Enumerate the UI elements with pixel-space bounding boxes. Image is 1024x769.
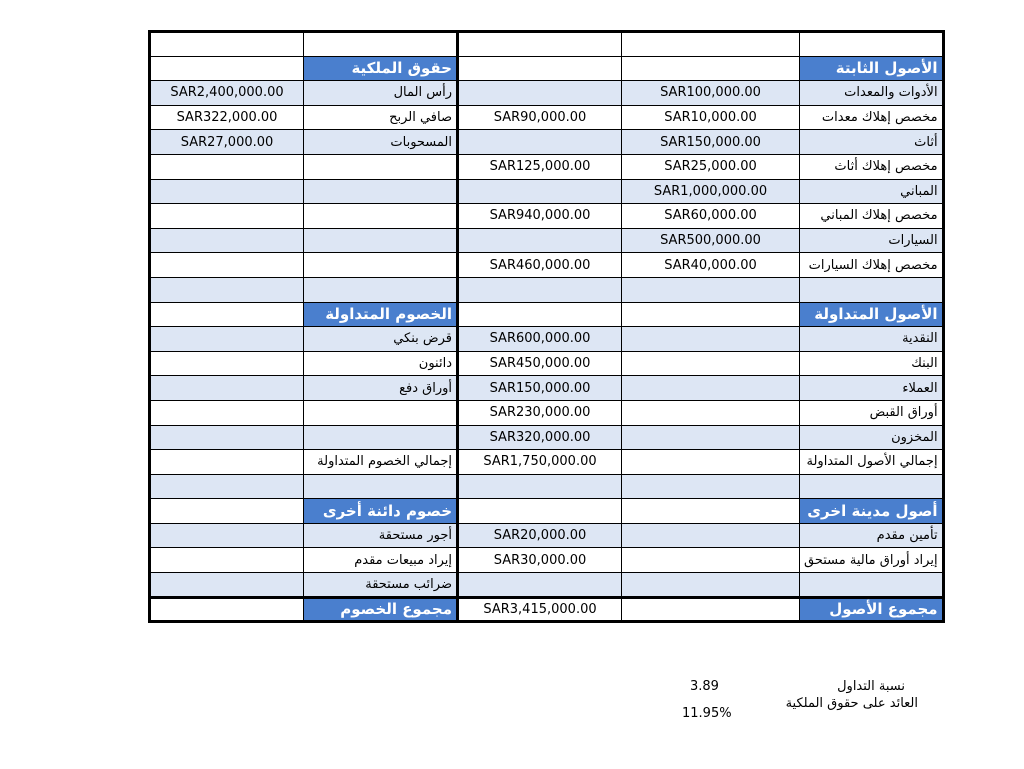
fixed-asset-label[interactable]: أثاث (800, 130, 944, 155)
table-row (150, 425, 944, 450)
fixed-asset-net[interactable]: SAR125,000.00 (458, 154, 622, 179)
current-liabilities-header[interactable]: الخصوم المتداولة (304, 302, 458, 327)
total-current-assets-label[interactable]: إجمالي الأصول المتداولة (800, 450, 944, 475)
current-asset-amount[interactable]: SAR600,000.00 (458, 327, 622, 352)
table-row (150, 179, 944, 204)
table-row (150, 105, 944, 130)
current-liability-label[interactable] (304, 425, 458, 450)
totals-row (150, 597, 944, 622)
table-row (150, 56, 944, 81)
fixed-asset-net[interactable]: SAR90,000.00 (458, 105, 622, 130)
total-current-assets-amount[interactable]: SAR1,750,000.00 (458, 450, 622, 475)
current-assets-header[interactable]: الأصول المتداولة (800, 302, 944, 327)
other-asset-amount[interactable]: SAR20,000.00 (458, 523, 622, 548)
current-asset-amount[interactable]: SAR230,000.00 (458, 400, 622, 425)
other-liability-label[interactable]: أجور مستحقة (304, 523, 458, 548)
fixed-asset-amount[interactable]: SAR1,000,000.00 (622, 179, 800, 204)
fixed-asset-net[interactable] (458, 179, 622, 204)
fixed-asset-amount[interactable]: SAR500,000.00 (622, 228, 800, 253)
fixed-asset-amount[interactable]: SAR25,000.00 (622, 154, 800, 179)
table-row (150, 253, 944, 278)
fixed-asset-amount[interactable]: SAR100,000.00 (622, 81, 800, 106)
other-liability-label[interactable]: إيراد مبيعات مقدم (304, 548, 458, 573)
current-asset-amount[interactable]: SAR450,000.00 (458, 351, 622, 376)
equity-header[interactable]: حقوق الملكية (304, 56, 458, 81)
current-ratio-value: 3.89 (690, 679, 719, 694)
table-row (150, 376, 944, 401)
table-row (150, 81, 944, 106)
fixed-asset-net[interactable] (458, 228, 622, 253)
current-asset-amount[interactable]: SAR150,000.00 (458, 376, 622, 401)
fixed-asset-amount[interactable]: SAR60,000.00 (622, 204, 800, 229)
roe-value: 11.95% (682, 706, 732, 721)
table-row (150, 154, 944, 179)
total-assets-header[interactable]: مجموع الأصول (800, 597, 944, 622)
current-asset-label[interactable]: العملاء (800, 376, 944, 401)
fixed-asset-label[interactable]: المباني (800, 179, 944, 204)
table-row (150, 548, 944, 573)
fixed-asset-label[interactable]: السيارات (800, 228, 944, 253)
other-asset-label[interactable]: تأمين مقدم (800, 523, 944, 548)
roe-label: العائد على حقوق الملكية (785, 696, 918, 711)
table-row (150, 228, 944, 253)
equity-amount[interactable]: SAR322,000.00 (150, 105, 304, 130)
table-row (150, 277, 944, 302)
equity-label[interactable]: صافي الربح (304, 105, 458, 130)
table-row (150, 204, 944, 229)
fixed-asset-amount[interactable]: SAR40,000.00 (622, 253, 800, 278)
fixed-asset-amount[interactable]: SAR10,000.00 (622, 105, 800, 130)
fixed-asset-label[interactable]: مخصص إهلاك معدات (800, 105, 944, 130)
fixed-asset-label[interactable]: الأدوات والمعدات (800, 81, 944, 106)
other-liabilities-header[interactable]: خصوم دائنة أخرى (304, 499, 458, 524)
current-liability-label[interactable]: دائنون (304, 351, 458, 376)
fixed-assets-header[interactable]: الأصول الثابتة (800, 56, 944, 81)
other-liability-label[interactable]: ضرائب مستحقة (304, 573, 458, 598)
equity-amount[interactable]: SAR27,000.00 (150, 130, 304, 155)
table-row (150, 351, 944, 376)
fixed-asset-net[interactable] (458, 81, 622, 106)
current-liability-label[interactable]: أوراق دفع (304, 376, 458, 401)
total-liabilities-header[interactable]: مجموع الخصوم (304, 597, 458, 622)
current-asset-label[interactable]: المخزون (800, 425, 944, 450)
table-row (150, 130, 944, 155)
table-row (150, 474, 944, 499)
equity-label[interactable]: المسحوبات (304, 130, 458, 155)
current-ratio-label: نسبة التداول (837, 679, 905, 694)
current-liability-label[interactable] (304, 400, 458, 425)
table-row (150, 32, 944, 57)
fixed-asset-label[interactable]: مخصص إهلاك السيارات (800, 253, 944, 278)
fixed-asset-amount[interactable]: SAR150,000.00 (622, 130, 800, 155)
other-asset-label[interactable]: إيراد أوراق مالية مستحق (800, 548, 944, 573)
fixed-asset-net[interactable] (458, 130, 622, 155)
table-row (150, 400, 944, 425)
balance-sheet-table (148, 30, 945, 623)
fixed-asset-net[interactable]: SAR940,000.00 (458, 204, 622, 229)
table-row (150, 327, 944, 352)
table-row (150, 523, 944, 548)
fixed-asset-label[interactable]: مخصص إهلاك المباني (800, 204, 944, 229)
current-asset-amount[interactable]: SAR320,000.00 (458, 425, 622, 450)
table-row (150, 450, 944, 475)
table-row (150, 499, 944, 524)
total-current-liabilities-label[interactable]: إجمالي الخصوم المتداولة (304, 450, 458, 475)
equity-label[interactable]: رأس المال (304, 81, 458, 106)
current-asset-label[interactable]: البنك (800, 351, 944, 376)
table-row (150, 302, 944, 327)
table-row (150, 573, 944, 598)
total-assets-amount[interactable]: SAR3,415,000.00 (458, 597, 622, 622)
other-assets-header[interactable]: أصول مدينة اخرى (800, 499, 944, 524)
current-asset-label[interactable]: أوراق القبض (800, 400, 944, 425)
current-asset-label[interactable]: النقدية (800, 327, 944, 352)
current-liability-label[interactable]: قرض بنكي (304, 327, 458, 352)
other-asset-amount[interactable]: SAR30,000.00 (458, 548, 622, 573)
equity-amount[interactable]: SAR2,400,000.00 (150, 81, 304, 106)
fixed-asset-net[interactable]: SAR460,000.00 (458, 253, 622, 278)
fixed-asset-label[interactable]: مخصص إهلاك أثاث (800, 154, 944, 179)
